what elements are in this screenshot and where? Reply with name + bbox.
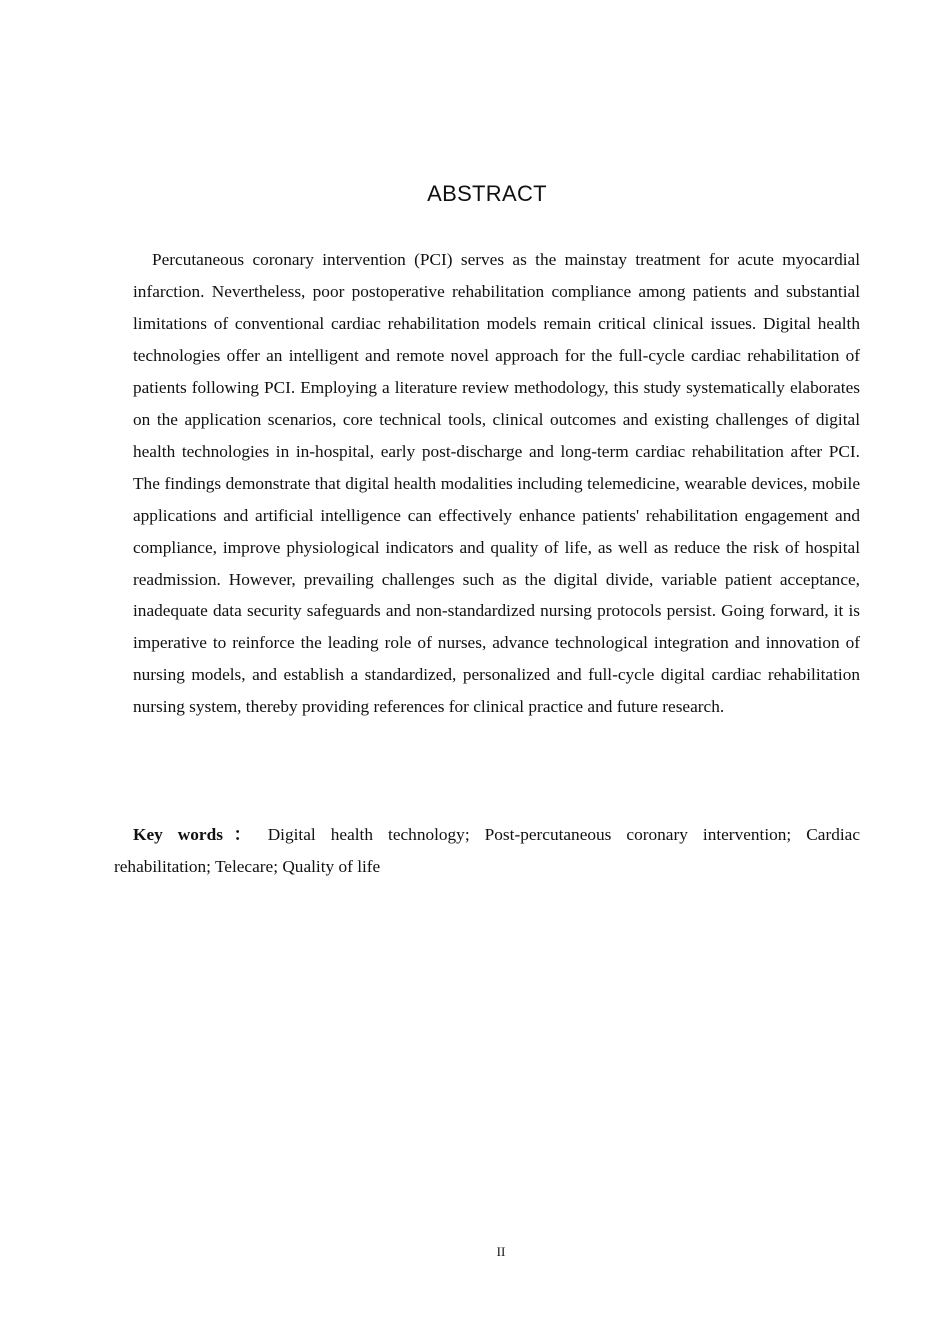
keywords-paragraph — [114, 819, 860, 883]
page-number: II — [496, 1244, 506, 1259]
abstract-body: Percutaneous coronary intervention (PCI) serves as the mainstay treatment for acute myocardial infarction. Nevertheless, poor postoperative rehabilitation compliance among patients and substantial limitations of conventional cardiac rehabilitation models remain critical clinical issues. Digital health technologies offer an intelligent and remote novel approach for the full-cycle cardiac rehabilitation of patients following PCI. Employing a literature review methodology, this study systematically elaborates on the application scenarios, core technical tools, clinical outcomes and existing challenges of digital health technologies in in-hospital, early post-discharge and long-term cardiac rehabilitation after PCI. The findings demonstrate that digital health modalities including telemedicine, wearable devices, mobile applications and artificial intelligence can effectively enhance patients' rehabilitation engagement and compliance, improve physiological indicators and quality of life, as well as reduce the risk of hospital readmission. However, prevailing challenges such as the digital divide, variable patient acceptance, inadequate data security safeguards and non-standardized nursing protocols persist. Going forward, it is imperative to reinforce the leading role of nurses, advance technological integration and innovation of nursing models, and establish a standardized, personalized and full-cycle digital cardiac rehabilitation nursing system, thereby providing references for clinical practice and future research. — [133, 250, 860, 717]
keywords-list: Digital health technology; Post-percutaneous coronary intervention; Cardiac rehabilitation; Telecare; Quality of life — [114, 825, 860, 876]
keywords-separator: ： — [222, 825, 262, 844]
keywords-label: Key words — [133, 825, 223, 844]
abstract-title: ABSTRACT — [427, 181, 547, 206]
